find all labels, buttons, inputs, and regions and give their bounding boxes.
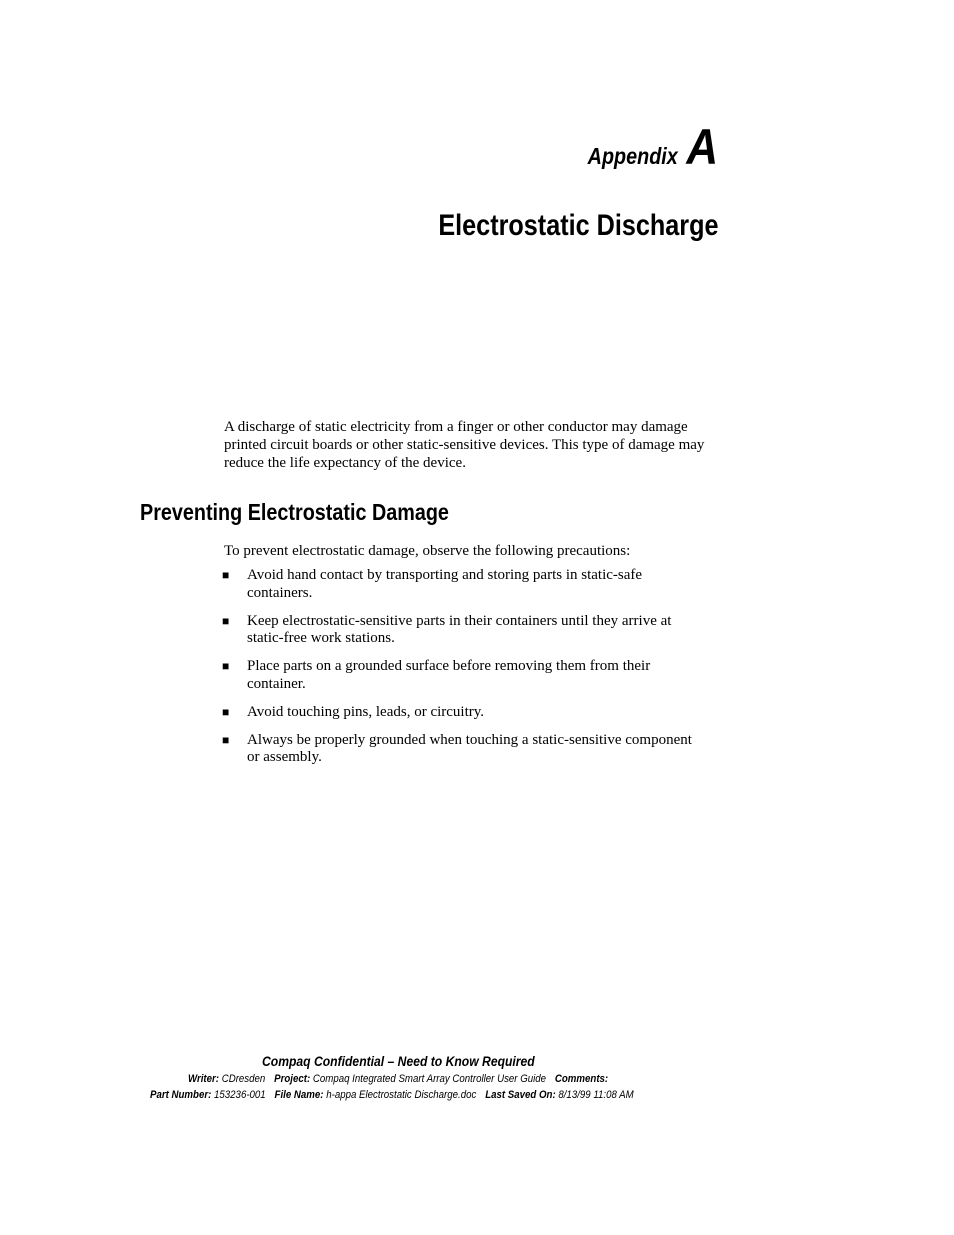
- list-item: [222, 732, 702, 767]
- list-item-text: Place parts on a grounded surface before removing them from their container.: [247, 658, 651, 692]
- intro-paragraph: A discharge of static electricity from a finger or other conductor may damage printed circuit boards or other static-sensitive devices. This type of damage may reduce the life expectancy of the device.: [224, 419, 705, 471]
- list-item: [222, 658, 702, 693]
- footer-meta-line-2: [150, 1089, 634, 1101]
- list-item-text: Keep electrostatic-sensitive parts in their containers until they arrive at static-free work stations.: [247, 612, 672, 646]
- part-number-label: Part Number:: [150, 1089, 212, 1101]
- bullet-square-icon: ■: [222, 568, 230, 582]
- writer-value: CDresden: [221, 1073, 266, 1085]
- appendix-word: Appendix: [587, 143, 678, 169]
- list-item-text: Avoid touching pins, leads, or circuitry.: [247, 703, 485, 720]
- confidential-notice: Compaq Confidential – Need to Know Required: [262, 1054, 535, 1069]
- appendix-letter: A: [686, 119, 718, 175]
- part-number-value: 153236-001: [214, 1089, 266, 1101]
- last-saved-label: Last Saved On:: [485, 1089, 556, 1101]
- project-label: Project:: [274, 1073, 311, 1085]
- precautions-list: [222, 567, 702, 777]
- bullet-square-icon: ■: [222, 613, 230, 628]
- list-item-text: Always be properly grounded when touching a static-sensitive component or assembly.: [247, 731, 692, 765]
- file-name-label: File Name:: [274, 1089, 324, 1101]
- last-saved-value: 8/13/99 11:08 AM: [558, 1089, 634, 1101]
- list-item: [222, 704, 702, 722]
- chapter-title: Electrostatic Discharge: [437, 209, 718, 242]
- project-value: Compaq Integrated Smart Array Controller User Guide: [312, 1073, 547, 1085]
- bullet-square-icon: ■: [222, 659, 230, 673]
- appendix-heading: [573, 119, 718, 175]
- list-item: [222, 567, 702, 602]
- list-item-text: Avoid hand contact by transporting and storing parts in static-safe containers.: [247, 567, 643, 601]
- footer-meta-line-1: [188, 1073, 608, 1085]
- bullet-square-icon: ■: [222, 704, 230, 719]
- comments-label: Comments:: [554, 1073, 609, 1085]
- writer-label: Writer:: [188, 1073, 220, 1085]
- bullet-square-icon: ■: [222, 732, 230, 747]
- file-name-value: h-appa Electrostatic Discharge.doc: [326, 1089, 477, 1101]
- section-lead: To prevent electrostatic damage, observe the following precautions:: [224, 543, 631, 559]
- list-item: [222, 613, 702, 648]
- section-heading: Preventing Electrostatic Damage: [140, 499, 449, 525]
